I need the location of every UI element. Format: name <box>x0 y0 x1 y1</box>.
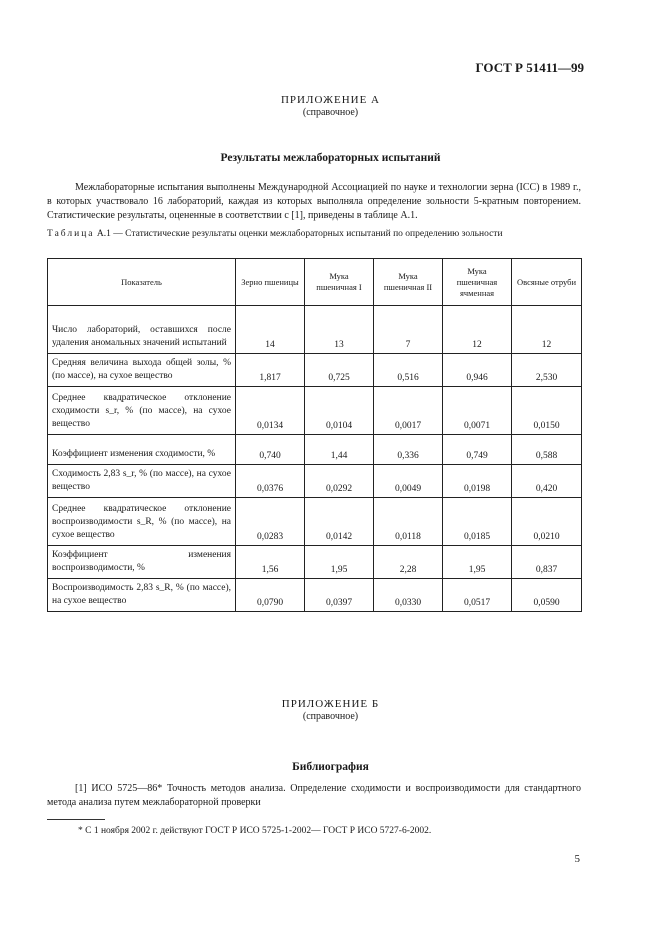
table-cell: 0,588 <box>512 435 582 465</box>
table-body <box>48 306 582 612</box>
table-cell: 0,0517 <box>443 579 512 612</box>
table-cell: 0,516 <box>374 354 443 387</box>
table-cell: 0,0330 <box>374 579 443 612</box>
table-cell: 0,749 <box>443 435 512 465</box>
table-cell: 14 <box>236 306 305 354</box>
table-caption-text: А.1 — Статистические результаты оценки межлабораторных испытаний по определению зольности <box>96 229 503 239</box>
table-row <box>48 546 582 579</box>
row-label: Число лабораторий, оставшихся после удаления аномальных значений испытаний <box>48 306 236 354</box>
row-label: Коэффициент изменения сходимости, % <box>48 435 236 465</box>
row-label: Средняя величина выхода общей золы, % (по массе), на сухое вещество <box>48 354 236 387</box>
table-cell: 0,946 <box>443 354 512 387</box>
table-cell: 0,0049 <box>374 465 443 498</box>
table-cell: 0,0118 <box>374 498 443 546</box>
table-cell: 1,95 <box>305 546 374 579</box>
table-cell: 0,0017 <box>374 387 443 435</box>
row-label: Воспроизводимость 2,83 s_R, % (по массе), на сухое вещество <box>48 579 236 612</box>
footnote: * С 1 ноября 2002 г. действуют ГОСТ Р ИСО 5725-1-2002— ГОСТ Р ИСО 5727-6-2002. <box>78 826 432 836</box>
table-cell: 0,0376 <box>236 465 305 498</box>
appendix-b-heading: Библиография <box>292 761 369 773</box>
row-label: Среднее квадратическое отклонение сходимости s_r, % (по массе), на сухое вещество <box>48 387 236 435</box>
bibliography-entry <box>47 782 581 810</box>
intro-paragraph <box>47 181 581 223</box>
appendix-a-subtitle: (справочное) <box>302 107 359 118</box>
table-cell: 0,0071 <box>443 387 512 435</box>
appendix-a-title: ПРИЛОЖЕНИЕ А <box>280 94 380 106</box>
table-cell: 12 <box>512 306 582 354</box>
table-cell: 1,817 <box>236 354 305 387</box>
table-cell: 1,56 <box>236 546 305 579</box>
table-row <box>48 498 582 546</box>
header-cell: Мука пшеничная II <box>374 259 443 306</box>
table-row <box>48 435 582 465</box>
results-table <box>47 258 582 612</box>
table-cell: 2,28 <box>374 546 443 579</box>
table-cell: 0,725 <box>305 354 374 387</box>
table-cell: 0,0292 <box>305 465 374 498</box>
table-cell: 0,0397 <box>305 579 374 612</box>
table-cell: 0,0590 <box>512 579 582 612</box>
page-number: 5 <box>574 853 580 865</box>
table-cell: 1,95 <box>443 546 512 579</box>
appendix-a-heading: Результаты межлабораторных испытаний <box>220 152 441 164</box>
row-label: Коэффициент изменения воспроизводимости, % <box>48 546 236 579</box>
table-cell: 0,0283 <box>236 498 305 546</box>
table-cell: 7 <box>374 306 443 354</box>
footnote-rule <box>47 819 105 820</box>
table-cell: 0,0185 <box>443 498 512 546</box>
appendix-b-title: ПРИЛОЖЕНИЕ Б <box>281 698 380 710</box>
table-row <box>48 306 582 354</box>
table-cell: 0,420 <box>512 465 582 498</box>
table-cell: 2,530 <box>512 354 582 387</box>
table-cell: 1,44 <box>305 435 374 465</box>
table-cell: 0,0150 <box>512 387 582 435</box>
table-cell: 0,0104 <box>305 387 374 435</box>
table-row <box>48 465 582 498</box>
table-cell: 0,837 <box>512 546 582 579</box>
table-cell: 0,0790 <box>236 579 305 612</box>
table-cell: 0,0134 <box>236 387 305 435</box>
table-row <box>48 387 582 435</box>
document-number: ГОСТ Р 51411—99 <box>475 60 584 75</box>
table-caption-label: Таблица <box>47 229 95 239</box>
table-caption <box>47 228 581 240</box>
table-row <box>48 354 582 387</box>
table-cell: 0,0210 <box>512 498 582 546</box>
table-header-row <box>48 259 582 306</box>
table-cell: 13 <box>305 306 374 354</box>
header-cell: Овсяные отруби <box>512 259 582 306</box>
table-cell: 0,0198 <box>443 465 512 498</box>
row-label: Сходимость 2,83 s_r, % (по массе), на сухое вещество <box>48 465 236 498</box>
appendix-b-subtitle: (справочное) <box>302 711 359 722</box>
table-cell: 0,336 <box>374 435 443 465</box>
row-label: Среднее квадратическое отклонение воспроизводимости s_R, % (по массе), на сухое вещество <box>48 498 236 546</box>
header-cell: Зерно пшеницы <box>236 259 305 306</box>
header-cell: Мука пшеничная I <box>305 259 374 306</box>
table-row <box>48 579 582 612</box>
table-cell: 0,0142 <box>305 498 374 546</box>
header-cell: Показатель <box>48 259 236 306</box>
bibliography-entry-text: [1] ИСО 5725—86* Точность методов анализа. Определение сходимости и воспроизводимости для стандартного метода анализа путем межлабораторной проверки <box>47 783 581 808</box>
table-cell: 12 <box>443 306 512 354</box>
table-cell: 0,740 <box>236 435 305 465</box>
header-cell: Мука пшеничная ячменная <box>443 259 512 306</box>
intro-paragraph-text: Межлабораторные испытания выполнены Международной Ассоциацией по науке и технологии зерна (ICC) в 1989 г., в которых участвовало 16 лабораторий, каждая из которых выполняла определение зольности 5-кратным повторением. Статистические результаты, оцененные в соответствии с [1], приведены в таблице А.1. <box>47 182 581 221</box>
